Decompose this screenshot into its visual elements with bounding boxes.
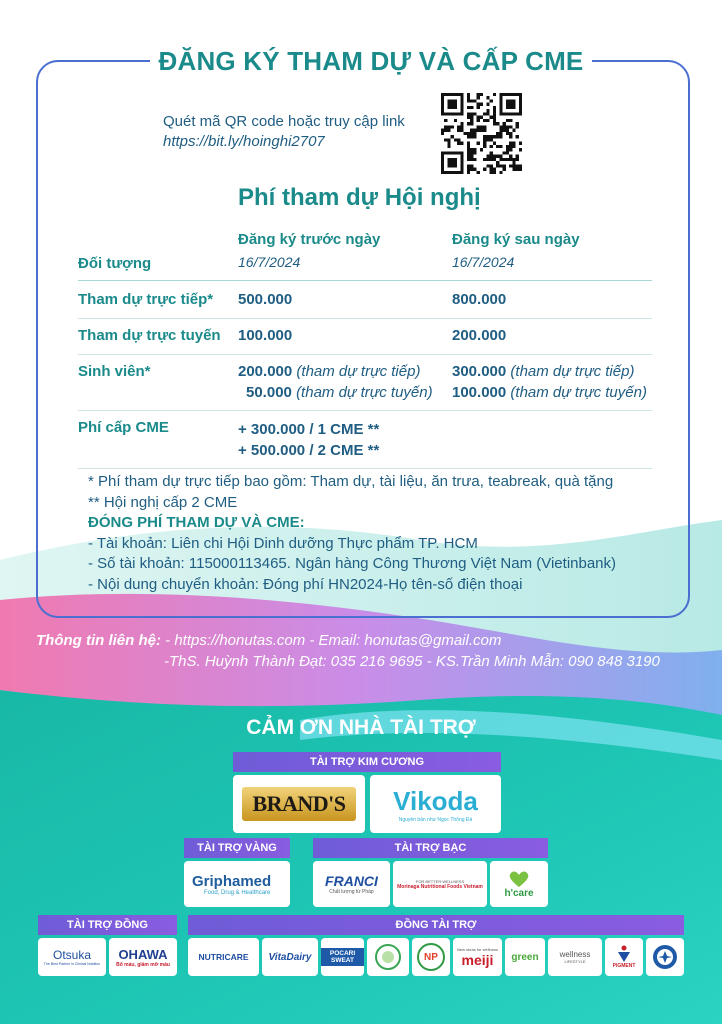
pigment-logo [605,938,643,976]
otsuka-logo-tagline: The Best Partner in Clinical Nutrition [43,962,101,966]
ohawa-logo-text: OHAWA [118,946,168,962]
table-divider [78,468,652,469]
griphamed-logo-tagline: Food, Drug & Healthcare [204,889,271,896]
tier-gold-label: TÀI TRỢ VÀNG [184,838,290,858]
meiji-logo-text: meiji [461,951,494,968]
franci-logo-text: FRANCI [325,873,378,889]
nutricare-logo-text: NUTRICARE [198,952,249,962]
row-value-after-2 [452,383,647,403]
wellness-logo [548,938,602,976]
cme-fee-2: + 500.000 / 2 CME ** [238,442,380,459]
morinaga-logo [393,861,487,907]
amount: 50.000 [246,384,292,401]
hcare-logo-text: h'care [504,887,534,899]
pocari-logo-text: POCARI SWEAT [321,948,364,966]
row-label: Tham dự trực tuyến [78,327,221,344]
green-logo-text: green [511,951,539,963]
green-logo [505,938,545,976]
note-line: * Phí tham dự trực tiếp bao gồm: Tham dự, tài liệu, ăn trưa, teabreak, quà tặng [88,473,614,490]
brands-logo-text: BRAND'S [252,791,346,816]
ohawa-logo [109,938,177,976]
np-logo-text: NP [424,951,438,963]
ohawa-logo-tagline: Bổ máu, giảm mỡ máu [116,961,170,968]
pigment-logo-text: PIGMENT [612,963,636,969]
column-header-after: Đăng ký sau ngày [452,231,580,248]
griphamed-logo [184,861,290,907]
seal-logo [367,938,409,976]
vikoda-logo-tagline: Nguyên bản như Ngọc Thông Đá [398,816,473,823]
tier-co-sponsor-label: ĐỒNG TÀI TRỢ [188,915,684,935]
emblem-icon [651,943,679,971]
row-value-before: 500.000 [238,291,293,308]
amount: 200.000 [238,363,293,380]
payment-heading: ĐÓNG PHÍ THAM DỰ VÀ CME: [88,514,305,531]
row-value-after: 800.000 [452,291,507,308]
row-value-before-2 [246,383,433,403]
qr-instructions [163,112,405,152]
fee-section-title: Phí tham dự Hội nghị [238,184,481,211]
wellness-logo-tagline: LIFESTYLE [564,959,586,964]
tier-bronze-label: TÀI TRỢ ĐỒNG [38,915,177,935]
fee-notes [88,472,616,595]
column-header-audience: Đối tượng [78,255,152,272]
wellness-logo-text: wellness [559,950,591,959]
row-label: Sinh viên* [78,363,151,380]
franci-logo-tagline: Chất lượng từ Pháp [329,889,374,895]
vitadairy-logo [262,938,318,976]
row-value-after: 200.000 [452,327,507,344]
morinaga-logo-text: Morinaga Nutritional Foods Vietnam [397,883,483,890]
table-divider [78,318,652,319]
amount-note: (tham dự trực tiếp) [510,363,635,380]
tier-diamond-label: TÀI TRỢ KIM CƯƠNG [233,752,501,772]
page-title: ĐĂNG KÝ THAM DỰ VÀ CẤP CME [150,42,592,80]
table-divider [78,280,652,281]
note-line: - Số tài khoản: 115000113465. Ngân hàng Công Thương Việt Nam (Vietinbank) [88,555,617,572]
note-line: - Tài khoản: Liên chi Hội Dinh dưỡng Thực phẩm TP. HCM [88,534,478,552]
column-header-after-date: 16/7/2024 [452,254,515,270]
griphamed-logo-text: Griphamed [192,872,272,890]
otsuka-logo [38,938,106,976]
nutricare-logo [188,938,259,976]
note-line: - Nội dung chuyển khoản: Đóng phí HN2024-Họ tên-số điện thoại [88,575,523,593]
heart-icon [508,870,530,888]
morinaga-logo-tagline: FOR BETTER WELLNESS [415,878,465,884]
row-label: Phí cấp CME [78,419,169,436]
column-header-before-date: 16/7/2024 [238,254,301,270]
meiji-logo-tagline: New ideas for wellness [457,946,498,952]
column-header-before: Đăng ký trước ngày [238,231,381,248]
qr-code-icon[interactable] [441,93,522,174]
otsuka-logo-text: Otsuka [52,948,91,962]
registration-link[interactable]: https://bit.ly/hoinghi2707 [163,133,325,150]
vikoda-logo-text: Vikoda [393,785,478,816]
qr-instruction-text: Quét mã QR code hoặc truy cập link [163,113,405,130]
table-divider [78,410,652,411]
contact-info [36,630,660,672]
meiji-logo [453,938,502,976]
amount-note: (tham dự trực tuyến) [510,384,647,401]
emblem-logo [646,938,684,976]
row-label: Tham dự trực tiếp* [78,291,214,308]
note-line: ** Hội nghị cấp 2 CME [88,493,238,511]
amount: 300.000 [452,363,507,380]
vikoda-logo [370,775,501,833]
cme-fee-1: + 300.000 / 1 CME ** [238,421,380,438]
tier-silver-label: TÀI TRỢ BẠC [313,838,548,858]
row-value-before-1 [238,362,420,382]
amount: 100.000 [452,384,507,401]
amount-note: (tham dự trực tuyến) [296,384,433,401]
sponsors-title: CẢM ƠN NHÀ TÀI TRỢ [246,716,476,739]
amount-note: (tham dự trực tiếp) [296,363,421,380]
contact-label: Thông tin liên hệ: [36,632,161,649]
brands-logo [233,775,365,833]
figure-icon [616,945,632,963]
np-logo [412,938,450,976]
row-value-before: 100.000 [238,327,293,344]
contact-phones: -ThS. Huỳnh Thành Đạt: 035 216 9695 - KS.Trần Minh Mẫn: 090 848 3190 [164,653,660,670]
vitadairy-logo-text: VitaDairy [268,951,312,963]
contact-links[interactable]: - https://honutas.com - Email: honutas@gmail.com [160,632,502,649]
franci-logo [313,861,390,907]
pocari-logo [321,938,364,976]
hcare-logo [490,861,548,907]
seal-icon [374,943,402,971]
row-value-after-1 [452,362,634,382]
table-divider [78,354,652,355]
